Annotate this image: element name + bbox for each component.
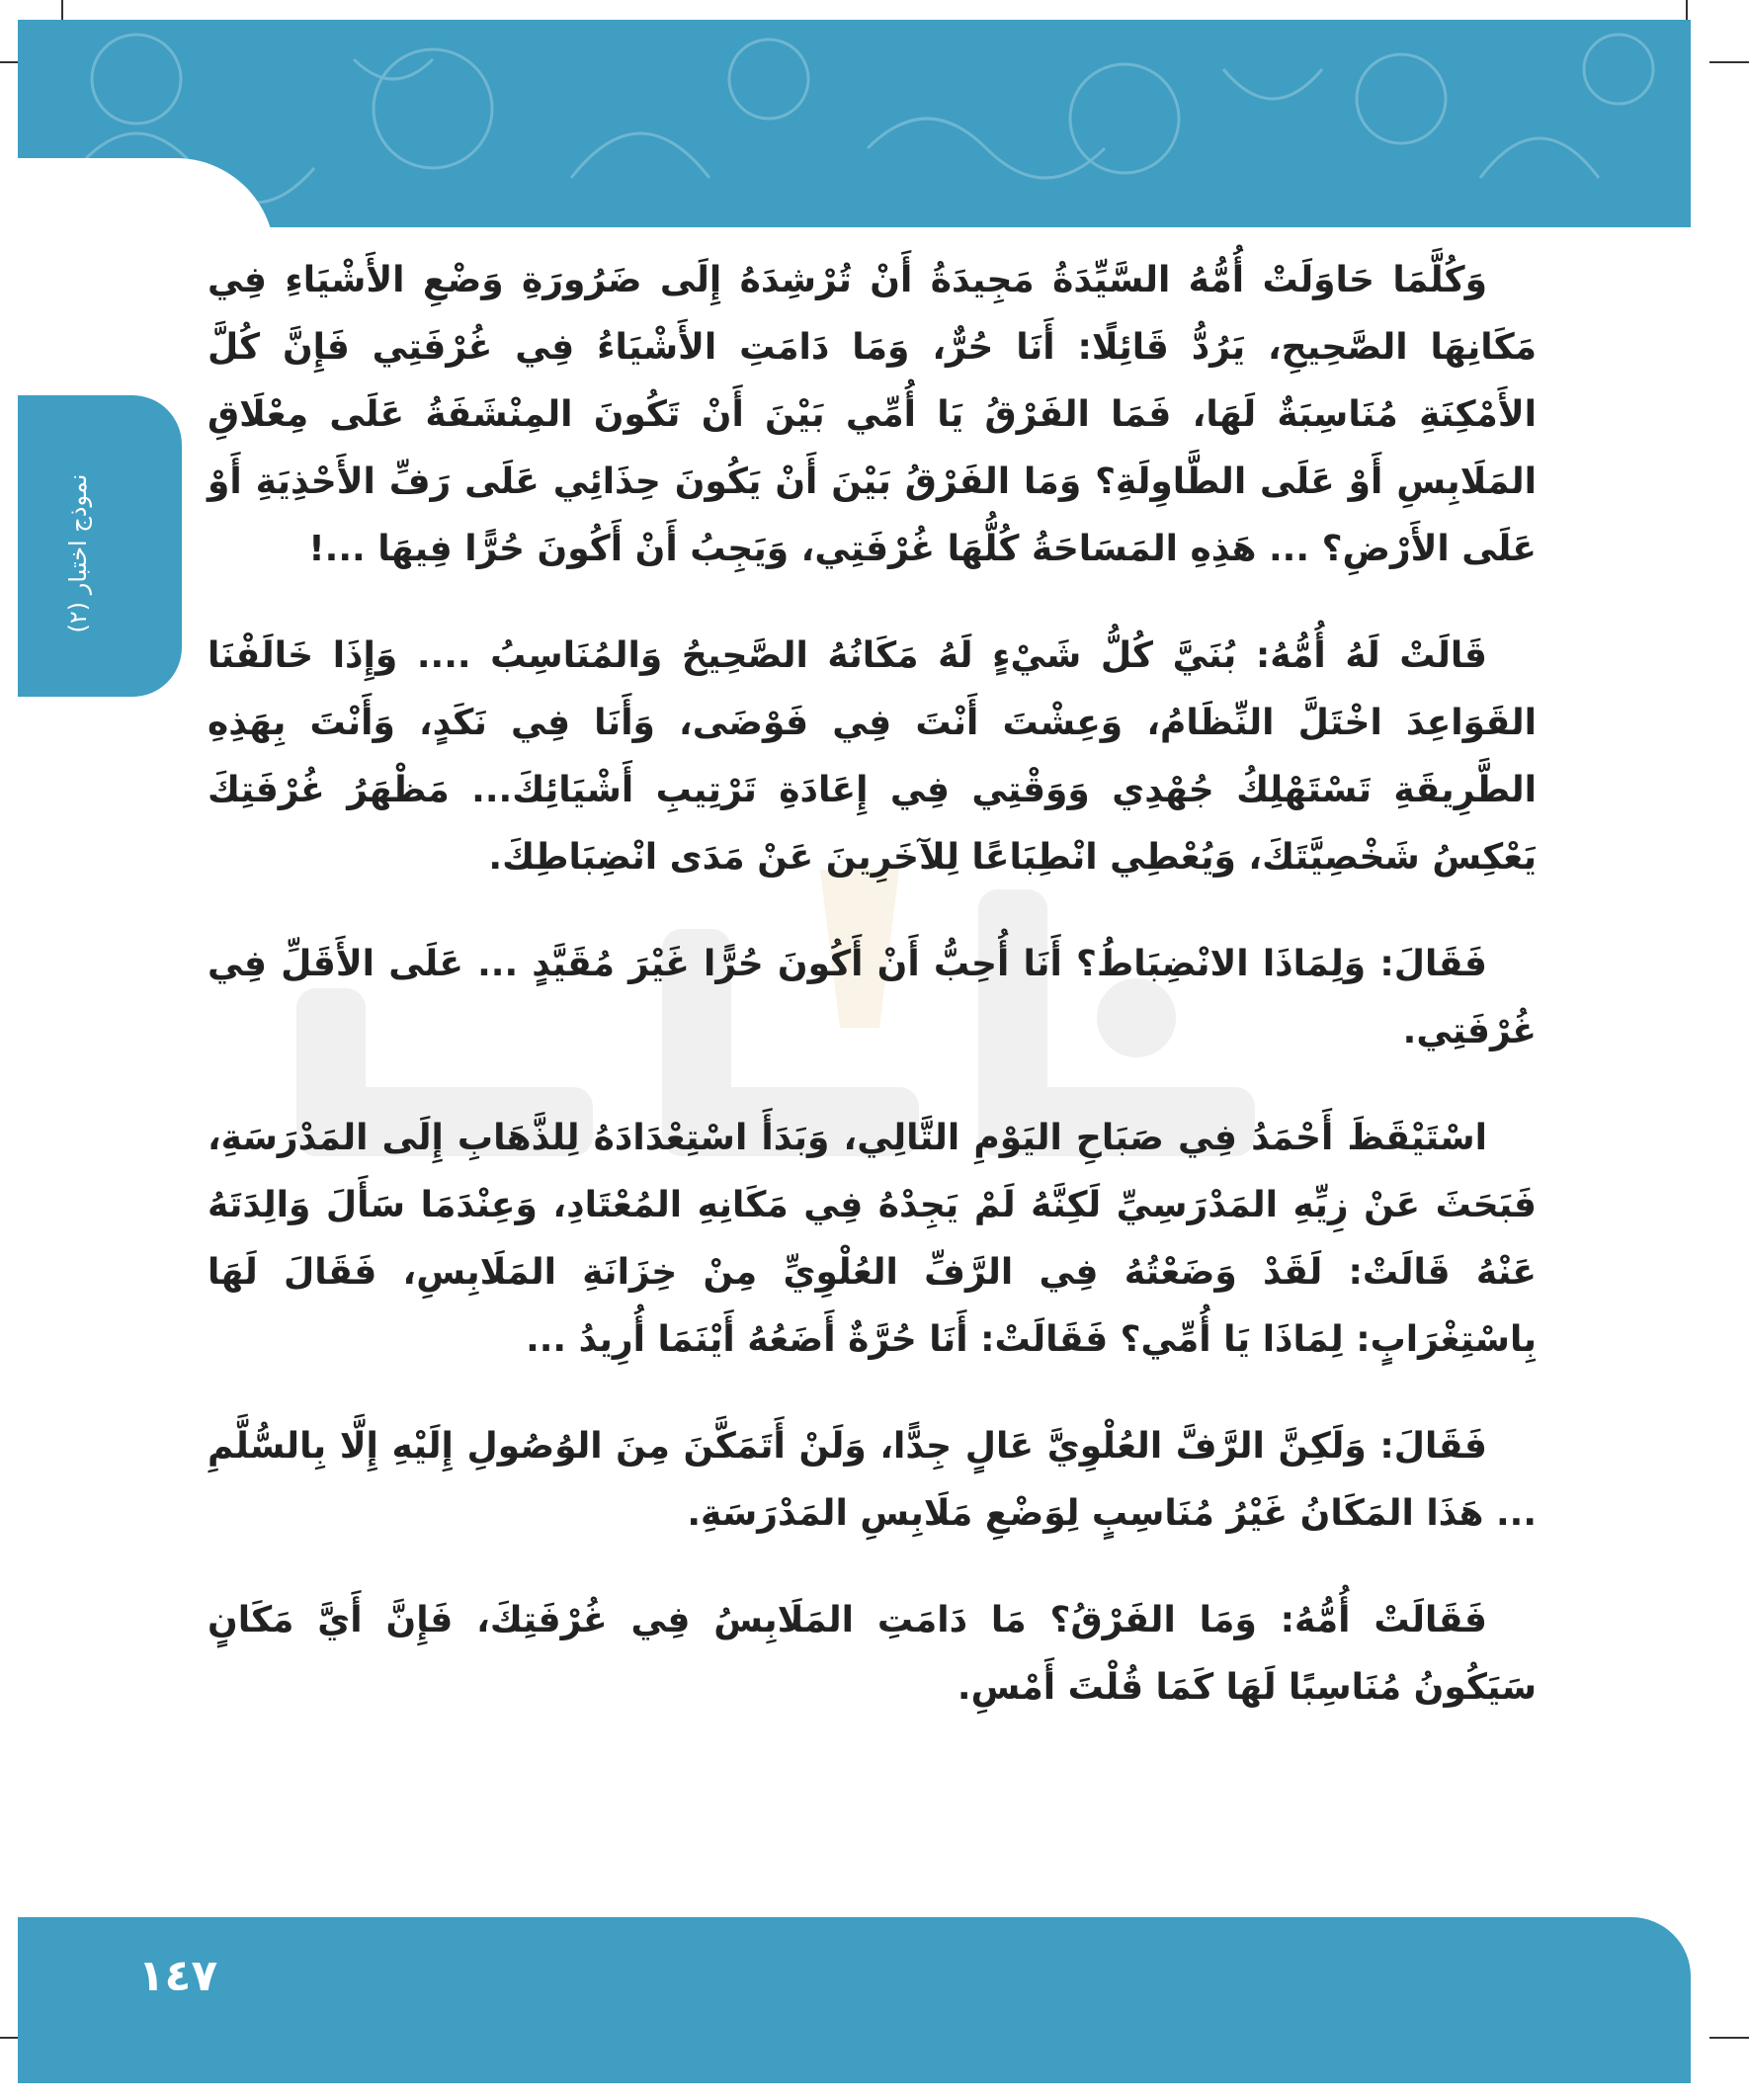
side-tab-label: نموذج اختبار (٢) [64, 473, 92, 633]
crop-mark [1709, 61, 1749, 63]
paragraph: وَكُلَّمَا حَاوَلَتْ أُمُّهُ السَّيِّدَةُ مَجِيدَةُ أَنْ تُرْشِدَهُ إِلَى ضَرُورَةِ وَضْعِ الأَشْيَاءِ فِي مَكَانِهَا الصَّحِيحِ، يَرُدُّ قَائِلًا: أَنَا حُرٌّ، وَمَا دَامَتِ الأَشْيَاءُ فِي غُرْفَتِي فَإِنَّ كُلَّ الأَمْكِنَةِ مُنَاسِبَةٌ لَهَا، فَمَا الفَرْقُ يَا أُمِّي بَيْنَ أَنْ تَكُونَ المِنْشَفَةُ عَلَى مِعْلَاقِ المَلَابِسِ أَوْ عَلَى الطَّاوِلَةِ؟ وَمَا الفَرْقُ بَيْنَ أَنْ يَكُونَ حِذَائِي عَلَى رَفِّ الأَحْذِيَةِ أَوْ عَلَى الأَرْضِ؟ ... هَذِهِ المَسَاحَةُ كُلُّهَا غُرْفَتِي، وَيَجِبُ أَنْ أَكُونَ حُرًّا فِيهَا ...! [208, 260, 1537, 569]
footer-banner [18, 1917, 1691, 2083]
paragraph: قَالَتْ لَهُ أُمُّهُ: بُنَيَّ كُلُّ شَيْءٍ لَهُ مَكَانُهُ الصَّحِيحُ وَالمُنَاسِبُ .... وَإِذَا خَالَفْنَا القَوَاعِدَ اخْتَلَّ النِّظَامُ، وَعِشْتَ أَنْتَ فِي فَوْضَى، وَأَنَا فِي نَكَدٍ، وَأَنْتَ بِهَذِهِ الطَّرِيقَةِ تَسْتَهْلِكُ جُهْدِي وَوَقْتِي فِي إِعَادَةِ تَرْتِيبِ أَشْيَائِكَ... مَظْهَرُ غُرْفَتِكَ يَعْكِسُ شَخْصِيَّتَكَ، وَيُعْطِي انْطِبَاعًا لِلآخَرِينَ عَنْ مَدَى انْضِبَاطِكَ. [208, 635, 1537, 878]
page-number: ١٤٧ [137, 1951, 218, 2001]
calligraphy-pattern [18, 20, 1691, 227]
story-text [208, 247, 1537, 1761]
paragraph: فَقَالَ: وَلَكِنَّ الرَّفَّ العُلْوِيَّ عَالٍ جِدًّا، وَلَنْ أَتَمَكَّنَ مِنَ الوُصُولِ إِلَيْهِ إِلَّا بِالسُّلَّمِ ... هَذَا المَكَانُ غَيْرُ مُنَاسِبٍ لِوَضْعِ مَلَابِسِ المَدْرَسَةِ. [208, 1426, 1537, 1534]
paragraph: اسْتَيْقَظَ أَحْمَدُ فِي صَبَاحِ اليَوْمِ التَّالِي، وَبَدَأَ اسْتِعْدَادَهُ لِلذَّهَابِ إِلَى المَدْرَسَةِ، فَبَحَثَ عَنْ زِيِّهِ المَدْرَسِيِّ لَكِنَّهُ لَمْ يَجِدْهُ فِي مَكَانِهِ المُعْتَادِ، وَعِنْدَمَا سَأَلَ وَالِدَتَهُ عَنْهُ قَالَتْ: لَقَدْ وَضَعْتُهُ فِي الرَّفِّ العُلْوِيِّ مِنْ خِزَانَةِ المَلَابِسِ، فَقَالَ لَهَا بِاسْتِغْرَابٍ: لِمَاذَا يَا أُمِّي؟ فَقَالَتْ: أَنَا حُرَّةٌ أَضَعُهُ أَيْنَمَا أُرِيدُ ... [208, 1118, 1537, 1360]
paragraph: فَقَالَ: وَلِمَاذَا الانْضِبَاطُ؟ أَنَا أُحِبُّ أَنْ أَكُونَ حُرًّا غَيْرَ مُقَيَّدٍ ... عَلَى الأَقَلِّ فِي غُرْفَتِي. [208, 944, 1537, 1051]
paragraph: فَقَالَتْ أُمُّهُ: وَمَا الفَرْقُ؟ مَا دَامَتِ المَلَابِسُ فِي غُرْفَتِكَ، فَإِنَّ أَيَّ مَكَانٍ سَيَكُونُ مُنَاسِبًا لَهَا كَمَا قُلْتَ أَمْسِ. [208, 1600, 1537, 1708]
header-banner [18, 20, 1691, 227]
crop-mark [1709, 2037, 1749, 2039]
